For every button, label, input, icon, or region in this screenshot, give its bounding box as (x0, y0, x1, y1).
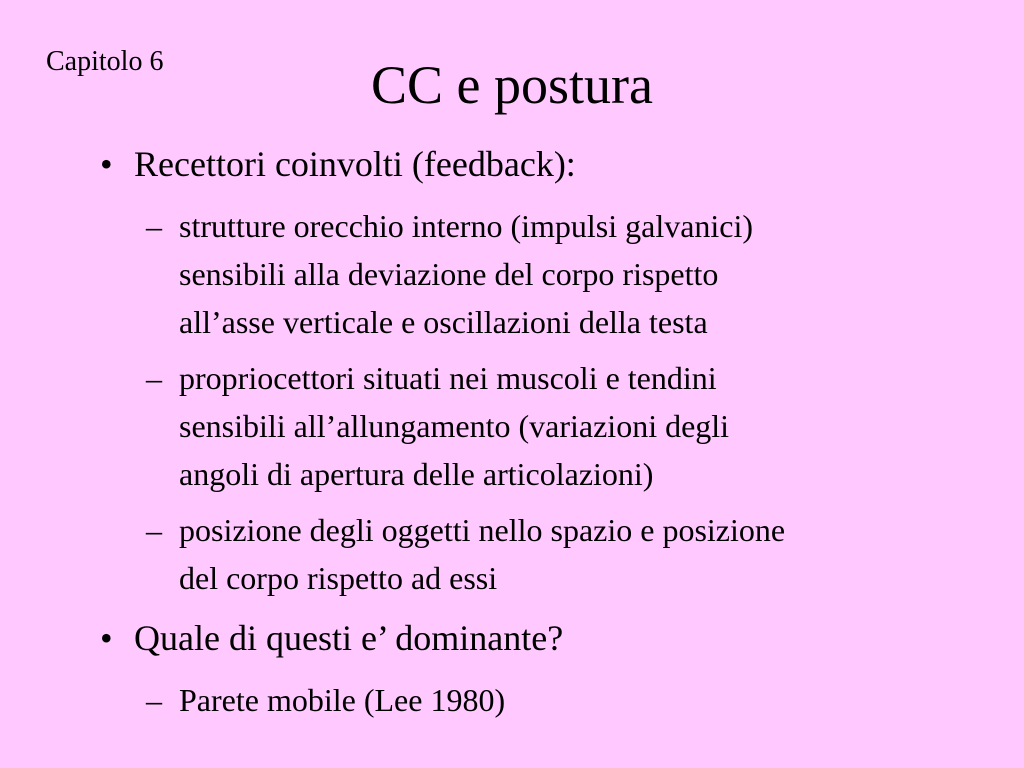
subpoint-inner-ear (146, 202, 959, 346)
bullet-text: Recettori coinvolti (feedback): (134, 144, 576, 184)
subpoint-text: strutture orecchio interno (impulsi galvanici) sensibili alla deviazione del corpo rispetto all’asse verticale e oscillazioni della testa (179, 208, 754, 340)
dash-marker: – (146, 512, 162, 548)
dash-marker: – (146, 208, 162, 244)
dash-marker: – (146, 682, 162, 718)
bullet-point-receptors (100, 142, 576, 186)
dash-marker: – (146, 360, 162, 396)
bullet-point-dominant (100, 616, 563, 660)
subpoint-proprioceptors (146, 354, 959, 498)
subpoint-moving-wall (146, 676, 959, 724)
bullet-text: Quale di questi e’ dominante? (134, 618, 564, 658)
bullet-marker: • (100, 618, 113, 658)
subpoint-object-position (146, 506, 959, 602)
subpoint-text: posizione degli oggetti nello spazio e posizione del corpo rispetto ad essi (179, 512, 786, 596)
subpoint-text: Parete mobile (Lee 1980) (179, 682, 506, 718)
subpoint-text: propriocettori situati nei muscoli e tendini sensibili all’allungamento (variazioni degli angoli di apertura delle articolazioni) (179, 360, 730, 492)
bullet-marker: • (100, 144, 113, 184)
slide-title: CC e postura (371, 55, 653, 115)
chapter-label: Capitolo 6 (46, 46, 164, 77)
